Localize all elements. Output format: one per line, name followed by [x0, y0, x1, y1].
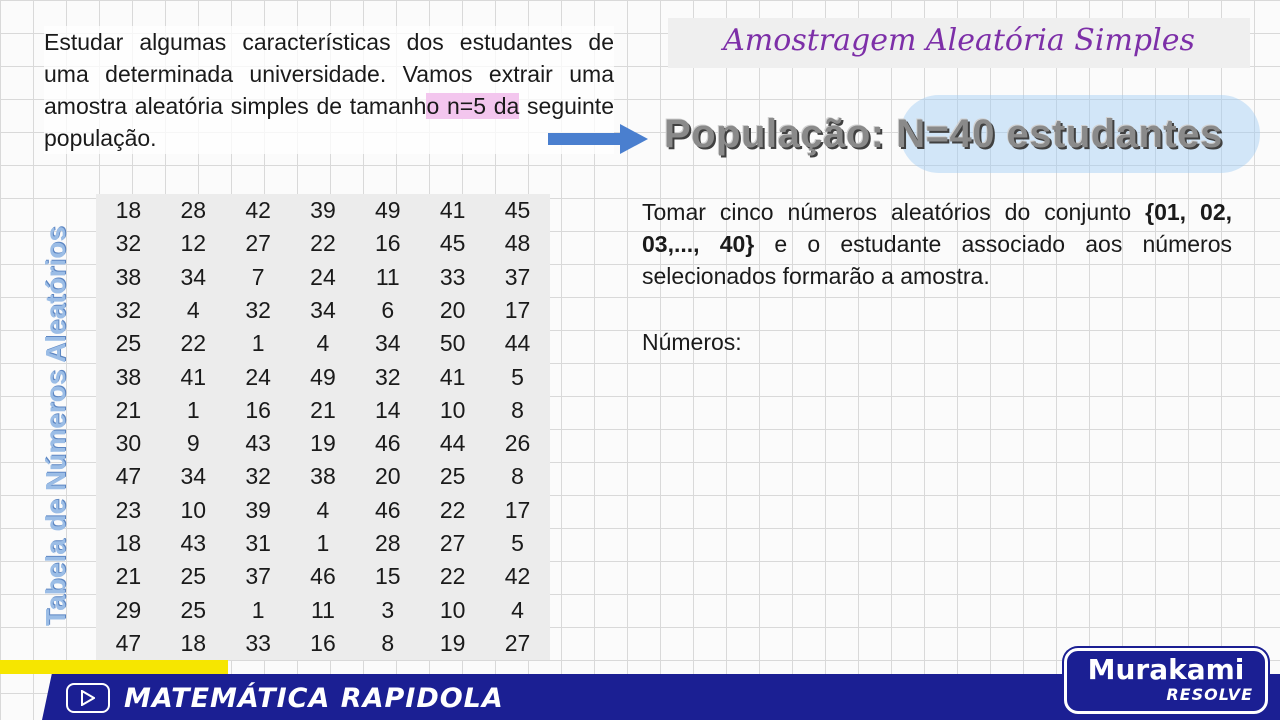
- table-cell: 46: [375, 430, 401, 457]
- arrow-right-icon: [548, 122, 652, 156]
- table-cell: 4: [316, 496, 330, 523]
- table-cell: 42: [504, 563, 531, 590]
- table-cell: 1: [316, 529, 330, 556]
- table-cell: 37: [504, 263, 531, 290]
- table-cell: 25: [115, 330, 142, 357]
- table-cell: 50: [439, 330, 466, 357]
- table-cell: 5: [511, 363, 524, 390]
- table-cell: 8: [381, 629, 395, 656]
- table-cell: 15: [375, 563, 401, 590]
- table-cell: 14: [375, 396, 401, 423]
- table-cell: 32: [245, 296, 271, 323]
- table-cell: 46: [375, 496, 401, 523]
- table-cell: 5: [511, 529, 524, 556]
- table-cell: 38: [115, 263, 142, 290]
- table-cell: 32: [375, 363, 401, 390]
- table-cell: 38: [310, 463, 336, 490]
- table-cell: 27: [245, 230, 271, 257]
- intro-part1: Estudar algumas características dos estudantes de uma determinada universidade. Vamos extrair uma amostra aleatória simples de tamanh: [44, 29, 614, 119]
- table-cell: 19: [310, 430, 336, 457]
- table-cell: 4: [186, 296, 200, 323]
- table-cell: 45: [439, 230, 466, 257]
- random-numbers-table: [96, 194, 550, 660]
- table-cell: 34: [375, 330, 401, 357]
- table-cell: 18: [180, 629, 207, 656]
- table-row: [96, 327, 550, 360]
- table-cell: 42: [245, 197, 271, 224]
- table-row: [96, 294, 550, 327]
- numbers-label: Números:: [642, 329, 742, 355]
- table-cell: 9: [186, 430, 200, 457]
- table-cell: 49: [310, 363, 336, 390]
- table-cell: 41: [180, 363, 207, 390]
- table-cell: 21: [115, 396, 142, 423]
- footer-accent: [0, 660, 228, 674]
- table-cell: 24: [245, 363, 271, 390]
- table-cell: 33: [439, 263, 466, 290]
- table-cell: 47: [115, 463, 142, 490]
- channel-name: MATEMÁTICA RAPIDOLA: [124, 682, 504, 714]
- table-cell: 1: [251, 330, 265, 357]
- table-row: [96, 593, 550, 626]
- table-cell: 33: [245, 629, 271, 656]
- table-cell: 3: [381, 596, 395, 623]
- table-cell: 38: [115, 363, 142, 390]
- table-cell: 1: [186, 396, 200, 423]
- channel-banner: [66, 678, 504, 718]
- instruction-part1: Tomar cinco números aleatórios do conjunto: [642, 199, 1146, 225]
- table-cell: 43: [180, 529, 207, 556]
- table-cell: 20: [439, 296, 466, 323]
- table-row: [96, 194, 550, 227]
- table-cell: 16: [245, 396, 271, 423]
- intro-highlight: o n=5 da: [426, 93, 520, 119]
- table-cell: 27: [439, 529, 466, 556]
- table-cell: 24: [310, 263, 336, 290]
- table-row: [96, 227, 550, 260]
- table-cell: 32: [245, 463, 271, 490]
- instruction-part2: e o estudante associado aos números selecionados formarão a amostra.: [642, 231, 1232, 289]
- table-cell: 11: [311, 596, 335, 623]
- table-cell: 4: [511, 596, 524, 623]
- table-cell: 10: [439, 596, 466, 623]
- table-cell: 31: [245, 529, 271, 556]
- table-cell: 28: [375, 529, 401, 556]
- instruction-text: [642, 196, 1232, 292]
- instruction-set: {01, 02, 03,..., 40}: [642, 199, 1233, 257]
- table-cell: 8: [511, 463, 524, 490]
- table-cell: 26: [504, 430, 531, 457]
- table-cell: 37: [245, 563, 271, 590]
- table-cell: 45: [504, 197, 531, 224]
- title-box: [668, 18, 1250, 68]
- table-row: [96, 394, 550, 427]
- table-cell: 7: [251, 263, 265, 290]
- table-cell: 25: [439, 463, 466, 490]
- table-row: [96, 527, 550, 560]
- slide-title: Amostragem Aleatória Simples: [723, 23, 1195, 58]
- table-row: [96, 560, 550, 593]
- table-cell: 46: [310, 563, 336, 590]
- table-cell: 41: [439, 363, 466, 390]
- intro-part2: seguinte população.: [44, 93, 614, 151]
- table-cell: 25: [180, 596, 207, 623]
- table-cell: 32: [115, 230, 142, 257]
- table-cell: 21: [310, 396, 336, 423]
- table-cell: 39: [310, 197, 336, 224]
- table-cell: 1: [251, 596, 265, 623]
- table-cell: 41: [439, 197, 466, 224]
- random-table-body: [96, 194, 550, 660]
- table-cell: 18: [115, 529, 142, 556]
- table-cell: 11: [375, 263, 400, 290]
- table-cell: 17: [504, 296, 531, 323]
- table-cell: 18: [115, 197, 142, 224]
- intro-text: [44, 26, 614, 154]
- logo-subtext: RESOLVE: [1166, 685, 1253, 704]
- table-cell: 29: [115, 596, 142, 623]
- table-cell: 12: [180, 230, 207, 257]
- table-cell: 47: [115, 629, 142, 656]
- table-cell: 28: [180, 197, 207, 224]
- table-cell: 34: [310, 296, 336, 323]
- table-cell: 49: [375, 197, 401, 224]
- table-cell: 20: [375, 463, 401, 490]
- table-cell: 21: [115, 563, 142, 590]
- murakami-logo: [1064, 648, 1268, 714]
- table-cell: 34: [180, 463, 207, 490]
- table-row: [96, 627, 550, 660]
- table-row: [96, 494, 550, 527]
- table-cell: 19: [439, 629, 466, 656]
- table-cell: 39: [245, 496, 271, 523]
- table-cell: 16: [375, 230, 401, 257]
- table-cell: 32: [115, 296, 142, 323]
- table-cell: 22: [439, 496, 466, 523]
- table-cell: 48: [504, 230, 531, 257]
- table-cell: 10: [439, 396, 466, 423]
- table-cell: 27: [504, 629, 531, 656]
- table-cell: 6: [381, 296, 395, 323]
- table-cell: 34: [180, 263, 207, 290]
- table-cell: 43: [245, 430, 271, 457]
- table-cell: 25: [180, 563, 207, 590]
- population-heading: População: N=40 estudantes: [664, 112, 1223, 156]
- table-cell: 8: [511, 396, 524, 423]
- table-cell: 17: [504, 496, 531, 523]
- table-cell: 44: [439, 430, 466, 457]
- table-row: [96, 261, 550, 294]
- table-row: [96, 360, 550, 393]
- table-row: [96, 460, 550, 493]
- play-icon: [66, 683, 110, 713]
- logo-text: Murakami: [1087, 653, 1245, 686]
- table-title: Tabela de Números Aleatórios: [40, 226, 71, 626]
- table-cell: 30: [115, 430, 142, 457]
- table-cell: 22: [310, 230, 336, 257]
- table-cell: 16: [310, 629, 336, 656]
- table-cell: 22: [439, 563, 466, 590]
- table-cell: 44: [504, 330, 531, 357]
- table-row: [96, 427, 550, 460]
- table-cell: 4: [316, 330, 330, 357]
- table-cell: 10: [180, 496, 207, 523]
- table-cell: 23: [115, 496, 142, 523]
- table-cell: 22: [180, 330, 207, 357]
